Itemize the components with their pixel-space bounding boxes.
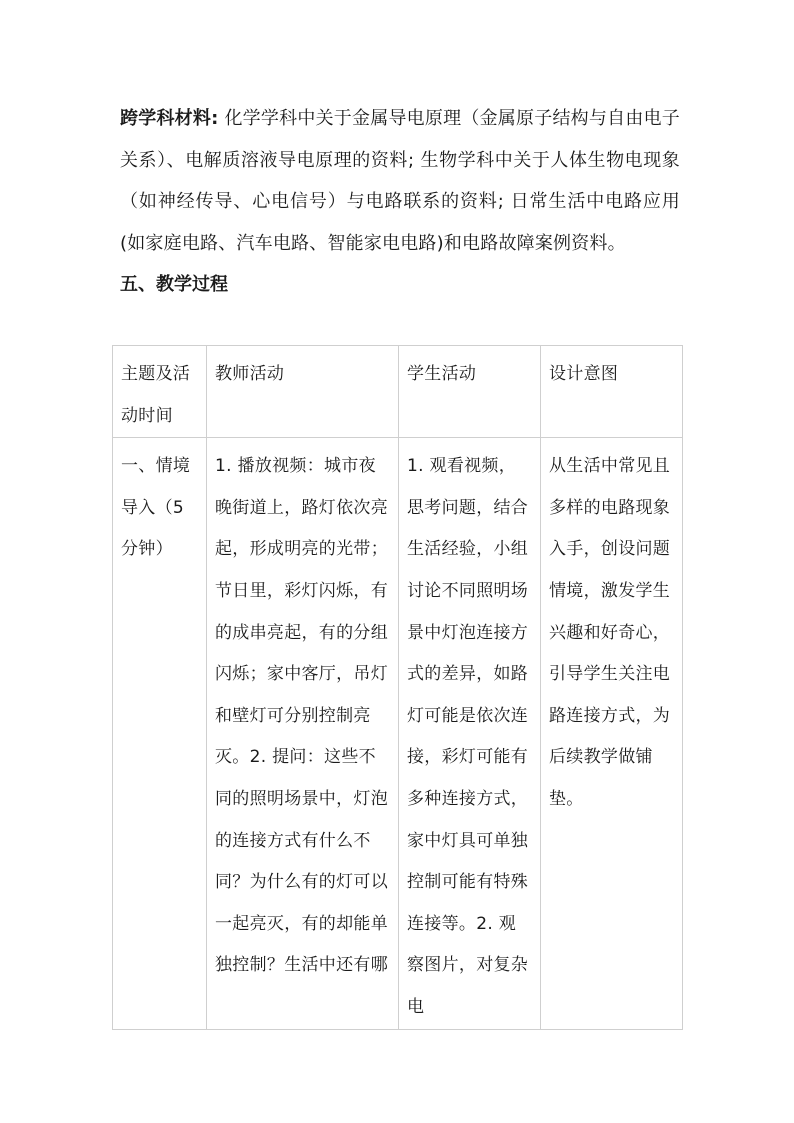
materials-text: 化学学科中关于金属导电原理（金属原子结构与自由电子关系）、电解质溶液导电原理的资料; 生物学科中关于人体生物电现象（如神经传导、心电信号）与电路联系的资料; 日常生活中电路应用(如家庭电路、汽车电路、智能家电电路)和电路故障案例资料。 [120,108,680,254]
table-row [113,438,683,1029]
teaching-process-table [112,345,683,1030]
cell-student-text: 1. 观看视频，思考问题，结合生活经验，小组讨论不同照明场景中灯泡连接方式的差异，如路灯可能是依次连接，彩灯可能有多种连接方式，家中灯具可单独控制可能有特殊连接等。2. 观察图片，对复杂电 [407,456,529,1017]
cell-teacher-activity [207,438,399,1029]
section-heading: 五、教学过程 [120,274,228,295]
header-student-activity: 学生活动 [399,346,541,438]
materials-paragraph [120,98,680,264]
cell-topic-text: 一、情境导入（5分钟） [121,456,191,560]
cell-design-intent [541,438,683,1029]
cell-teacher-text: 1. 播放视频：城市夜晚街道上，路灯依次亮起，形成明亮的光带；节日里，彩灯闪烁，有的成串亮起，有的分组闪烁；家中客厅，吊灯和壁灯可分别控制亮灭。2. 提问：这些不同的照明场景中，灯泡的连接方式有什么不同？为什么有的灯可以一起亮灭，有的却能单独控制？生活中还有哪 [215,456,388,976]
cell-topic [113,438,207,1029]
cell-intent-text: 从生活中常见且多样的电路现象入手，创设问题情境，激发学生兴趣和好奇心，引导学生关注电路连接方式，为后续教学做铺垫。 [549,456,671,809]
table-header-row [113,346,683,438]
header-design-intent: 设计意图 [541,346,683,438]
materials-lead: 跨学科材料: [120,108,219,129]
header-topic: 主题及活动时间 [113,346,207,438]
cell-student-activity [399,438,541,1029]
header-teacher-activity: 教师活动 [207,346,399,438]
